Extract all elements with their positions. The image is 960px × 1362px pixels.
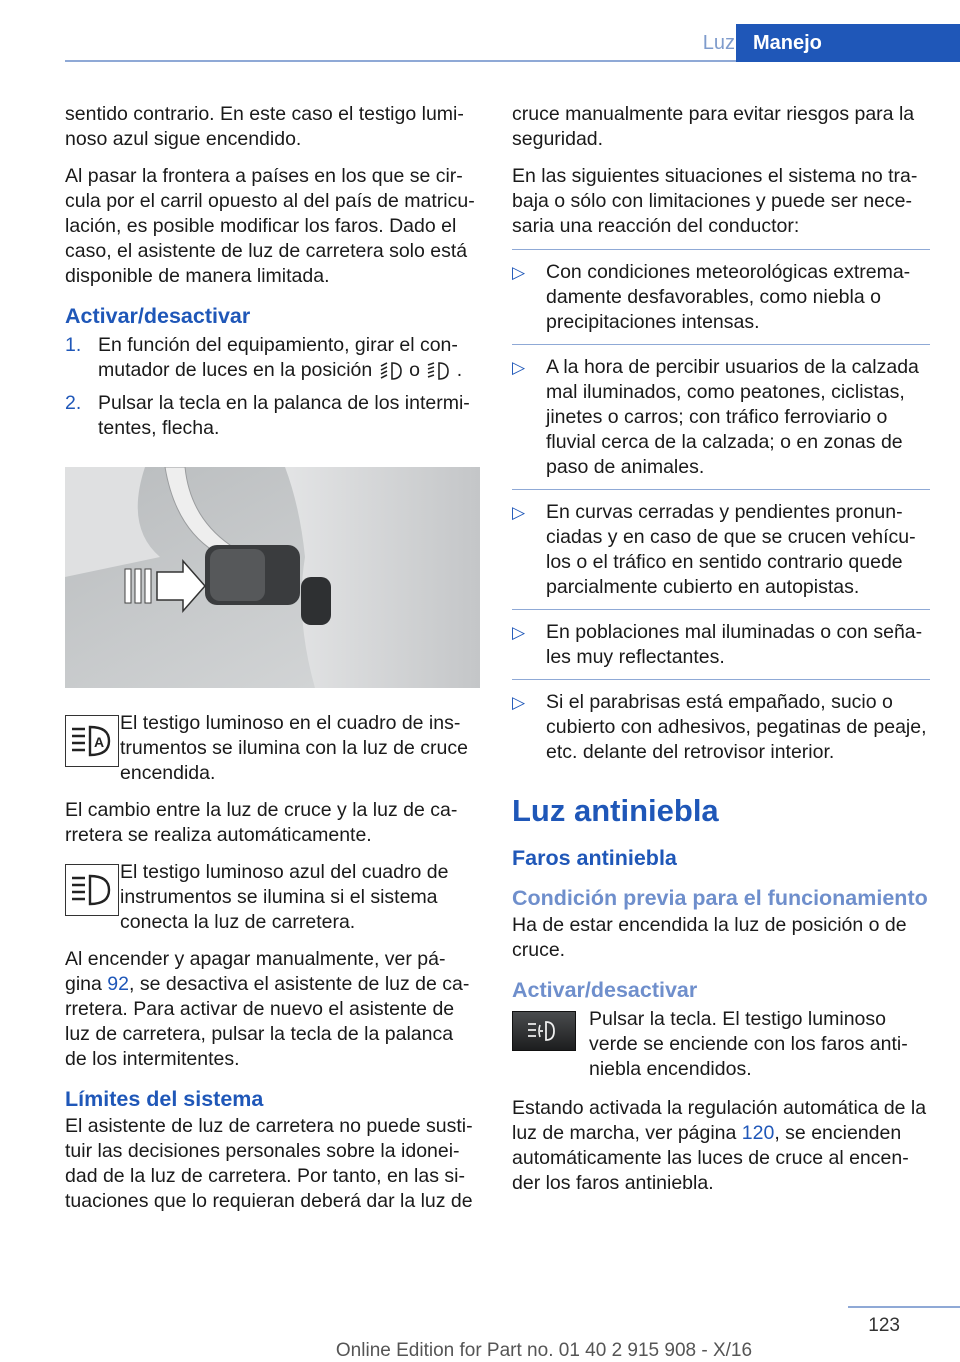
paragraph: [65, 947, 480, 1072]
indicator-note-lowbeam: [65, 711, 480, 786]
fog-light-note: [512, 1007, 930, 1082]
header-chapter-tab[interactable]: Manejo: [736, 24, 960, 62]
low-beam-icon: [425, 360, 451, 382]
step-text: Pulsar la tecla en la palanca de los intermi-tentes, flecha.: [98, 392, 470, 439]
indicator-text: El testigo luminoso en el cuadro de ins-trumentos se ilumina con la luz de cruce encendida.: [120, 712, 468, 784]
triangle-bullet-icon: ▷: [512, 263, 526, 282]
step-1: [65, 333, 480, 383]
page-number: 123: [868, 1315, 900, 1336]
page-link[interactable]: 92: [107, 973, 129, 995]
step-end: .: [456, 359, 463, 381]
triangle-bullet-icon: ▷: [512, 693, 526, 712]
header-section-tab[interactable]: Luz: [702, 32, 735, 54]
step-number: 1.: [65, 334, 82, 356]
heading-activar-fog: Activar/desactivar: [512, 978, 698, 1002]
footer-rule: [848, 1306, 960, 1308]
bullet-divider: [512, 344, 930, 345]
paragraph: El cambio entre la luz de cruce y la luz de ca-rretera se realiza automáticamente.: [65, 799, 458, 846]
triangle-bullet-icon: ▷: [512, 503, 526, 522]
list-item-text: Si el parabrisas está empañado, sucio o cubierto con adhesivos, pegatinas de peaje, etc. delante del retrovisor interior.: [546, 691, 927, 763]
turn-signal-lever-illustration: [65, 467, 480, 688]
paragraph: cruce manualmente para evitar riesgos para la seguridad.: [512, 103, 915, 150]
bullet-divider: [512, 679, 930, 680]
text: Estando activada la regulación automática de la luz de marcha, ver página: [512, 1097, 927, 1144]
page-link[interactable]: 120: [741, 1122, 775, 1144]
svg-text:A: A: [94, 734, 105, 750]
paragraph: El asistente de luz de carretera no puede susti-tuir las decisiones personales sobre la idonei-dad de la luz de carretera. Por tanto, en las si-tuaciones que lo requieran deberá dar la luz de: [65, 1115, 473, 1212]
right-column: [512, 102, 930, 1208]
text: , se desactiva el asistente de luz de ca-rretera. Para activar de nuevo el asistente de luz de carretera, pulsar la tecla de la palanca de los intermitentes.: [65, 973, 470, 1070]
list-item-text: En poblaciones mal iluminadas o con seña-les muy reflectantes.: [546, 621, 923, 668]
left-column: [65, 102, 480, 1226]
heading-faros-antiniebla: Faros antiniebla: [512, 846, 677, 870]
header-rule: [65, 60, 736, 62]
heading-activar: Activar/desactivar: [65, 304, 251, 328]
paragraph: En las siguientes situaciones el sistema no tra-baja o sólo con limitaciones y puede ser nece-saria una reacción del conductor:: [512, 165, 918, 237]
step-or: o: [409, 359, 420, 381]
list-item-text: A la hora de percibir usuarios de la calzada mal iluminados, como peatones, ciclistas, jinetes o carros; con tráfico ferroviario o fluvial cerca de la calzada; o en zonas de paso de animales.: [546, 356, 919, 478]
heading-luz-antiniebla: Luz antiniebla: [512, 793, 719, 828]
highbeam-indicator-icon: [65, 864, 119, 916]
paragraph: sentido contrario. En este caso el testigo lumi-noso azul sigue encendido.: [65, 103, 464, 150]
list-item-text: En curvas cerradas y pendientes pronun-ciadas y en caso de que se crucen vehícu-los o el tráfico en sentido contrario quede parcialmente cubierto en autopistas.: [546, 501, 916, 598]
heading-limites: Límites del sistema: [65, 1087, 264, 1111]
low-beam-auto-icon: [378, 360, 404, 382]
fog-light-text: Pulsar la tecla. El testigo luminoso verde se enciende con los faros anti-niebla encendidos.: [589, 1008, 908, 1080]
list-item: [512, 355, 930, 480]
indicator-note-highbeam: [65, 860, 480, 935]
bullet-divider: [512, 609, 930, 610]
indicator-text: El testigo luminoso azul del cuadro de instrumentos se ilumina si el sistema conecta la luz de carretera.: [120, 861, 449, 933]
list-item: [512, 620, 930, 670]
paragraph: Ha de estar encendida la luz de posición o de cruce.: [512, 914, 907, 961]
text: , se encienden automáticamente las luces de cruce al encen-der los faros antiniebla.: [512, 1122, 909, 1194]
text: Al encender y apagar manualmente, ver pá-gina: [65, 948, 446, 995]
paragraph: [512, 1096, 930, 1196]
edition-note: Online Edition for Part no. 01 40 2 915 908 - X/16: [335, 1340, 753, 1361]
step-2: [65, 391, 480, 441]
list-item: [512, 500, 930, 600]
list-item-text: Con condiciones meteorológicas extrema-damente desfavorables, como niebla o precipitaciones intensas.: [546, 261, 911, 333]
step-text: En función del equipamiento, girar el con-mutador de luces en la posición: [98, 334, 458, 381]
bullet-divider: [512, 249, 930, 250]
lowbeam-indicator-icon: [65, 715, 119, 767]
heading-condicion: Condición previa para el funcionamiento: [512, 886, 928, 910]
paragraph: Al pasar la frontera a países en los que se cir-cula por el carril opuesto al del país de matricu-lación, es posible modificar los faros. Dado el caso, el asistente de luz de carretera solo está disponible de manera limitada.: [65, 165, 475, 287]
list-item: [512, 690, 930, 765]
triangle-bullet-icon: ▷: [512, 623, 526, 642]
step-number: 2.: [65, 392, 82, 414]
bullet-divider: [512, 489, 930, 490]
triangle-bullet-icon: ▷: [512, 358, 526, 377]
fog-light-button-icon[interactable]: [512, 1011, 576, 1051]
list-item: [512, 260, 930, 335]
